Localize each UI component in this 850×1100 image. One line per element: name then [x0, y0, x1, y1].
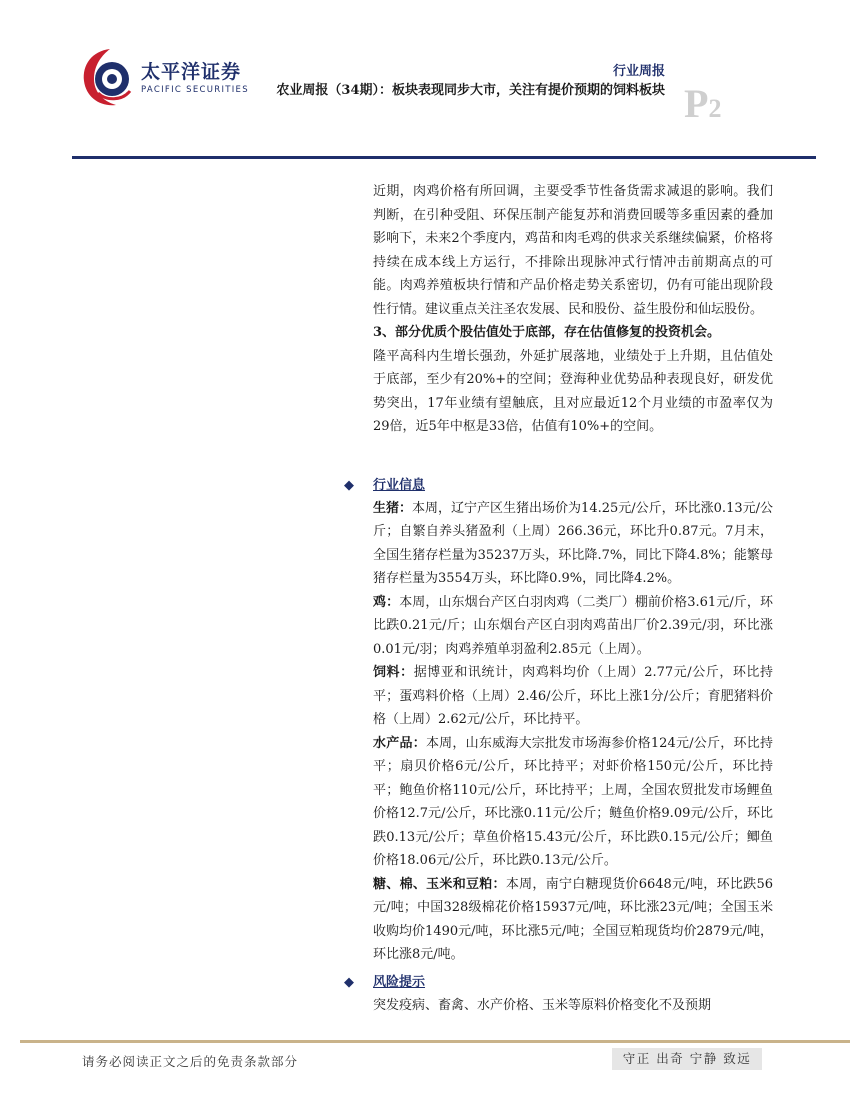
logo-english-name: PACIFIC SECURITIES: [141, 85, 249, 95]
footer-disclaimer: 请务必阅读正文之后的免责条款部分: [82, 1054, 299, 1069]
report-type-label: 行业周报: [612, 64, 665, 79]
intro-heading-3: 3、部分优质个股估值处于底部，存在估值修复的投资机会。: [373, 325, 721, 340]
pacific-logo-icon: [78, 45, 138, 111]
industry-item-feed: [373, 661, 773, 732]
header-divider: [72, 156, 816, 159]
item-text: 据博亚和讯统计，肉鸡料均价（上周）2.77元/公斤，环比持平；蛋鸡料价格（上周）2.46/公斤，环比上涨1分/公斤；育肥猪料价格（上周）2.62元/公斤，环比持平。: [373, 665, 773, 727]
company-logo: [78, 45, 253, 115]
item-label: 鸡：: [373, 594, 400, 610]
main-content: [344, 180, 773, 1017]
footer-slogan: 守正 出奇 宁静 致远: [612, 1048, 762, 1070]
industry-item-commodities: [373, 873, 773, 967]
item-label: 水产品：: [373, 735, 426, 751]
page-digit: 2: [708, 94, 722, 123]
item-label: 糖、棉、玉米和豆粕：: [373, 876, 506, 892]
section-industry-info: [344, 474, 773, 497]
intro-paragraph-1: 近期，肉鸡价格有所回调，主要受季节性备货需求减退的影响。我们判断，在引种受阻、环保压制产能复苏和消费回暖等多重因素的叠加影响下，未来2个季度内，鸡苗和肉毛鸡的供求关系继续偏紧，价格将持续在成本线上方运行，不排除出现脉冲式行情冲击前期高点的可能。肉鸡养殖板块行情和产品价格走势关系密切，仍有可能出现阶段性行情。建议重点关注圣农发展、民和股份、益生股份和仙坛股份。: [373, 184, 773, 317]
industry-item-chicken: [373, 591, 773, 662]
industry-item-aquatic: [373, 732, 773, 873]
diamond-bullet-icon: ◆: [344, 974, 354, 990]
intro-paragraph-2: 隆平高科内生增长强劲，外延扩展落地，业绩处于上升期，且估值处于底部，至少有20%+的空间；登海种业优势品种表现良好，研发优势突出，17年业绩有望触底，且对应最近12个月业绩的市盈率仅为29倍，近5年中枢是33倍，估值有10%+的空间。: [373, 348, 773, 434]
diamond-bullet-icon: ◆: [344, 477, 354, 493]
section-title: 风险提示: [373, 974, 426, 990]
section-title: 行业信息: [373, 477, 426, 493]
item-text: 本周，山东威海大宗批发市场海参价格124元/公斤，环比持平；扇贝价格6元/公斤，环比持平；对虾价格150元/公斤，环比持平；鲍鱼价格110元/公斤，环比持平；上周，全国农贸批发市场鲤鱼价格12.7元/公斤，环比涨0.11元/公斤；鲢鱼价格9.09元/公斤，环比跌0.13元/公斤；草鱼价格15.43元/公斤，环比跌0.15元/公斤；鲫鱼价格18.06元/公斤，环比跌0.13元/公斤。: [373, 735, 773, 868]
item-text: 本周，山东烟台产区白羽肉鸡（二类厂）棚前价格3.61元/斤，环比跌0.21元/斤；山东烟台产区白羽肉鸡苗出厂价2.39元/羽，环比涨0.01元/羽；肉鸡养殖单羽盈利2.85元（上周）。: [373, 594, 773, 657]
industry-item-hog: [373, 497, 773, 591]
footer-divider: [20, 1040, 850, 1043]
item-text: 本周，辽宁产区生猪出场价为14.25元/公斤，环比涨0.13元/公斤；自繁自养头猪盈利（上周）266.36元，环比升0.87元。7月末，全国生猪存栏量为35237万头，环比降.7%，同比下降4.8%；能繁母猪存栏量为3554万头，环比降0.9%，同比降4.2%。: [373, 500, 773, 586]
page-prefix: P: [684, 81, 709, 126]
risk-text: 突发疫病、畜禽、水产价格、玉米等原料价格变化不及预期: [373, 997, 712, 1013]
item-label: 生猪：: [373, 500, 413, 516]
item-text: 本周，南宁白糖现货价6648元/吨，环比跌56元/吨；中国328级棉花价格15937元/吨，环比涨23元/吨；全国玉米收购均价1490元/吨，环比涨5元/吨；全国豆粕现货均价2879元/吨，环比涨8元/吨。: [373, 876, 773, 962]
logo-chinese-name: 太平洋证券: [141, 61, 242, 83]
section-risk: [344, 971, 773, 994]
report-title: 农业周报（34期）：板块表现同步大市，关注有提价预期的饲料板块: [276, 83, 665, 98]
page-number: [684, 80, 721, 127]
item-label: 饲料：: [373, 665, 414, 680]
